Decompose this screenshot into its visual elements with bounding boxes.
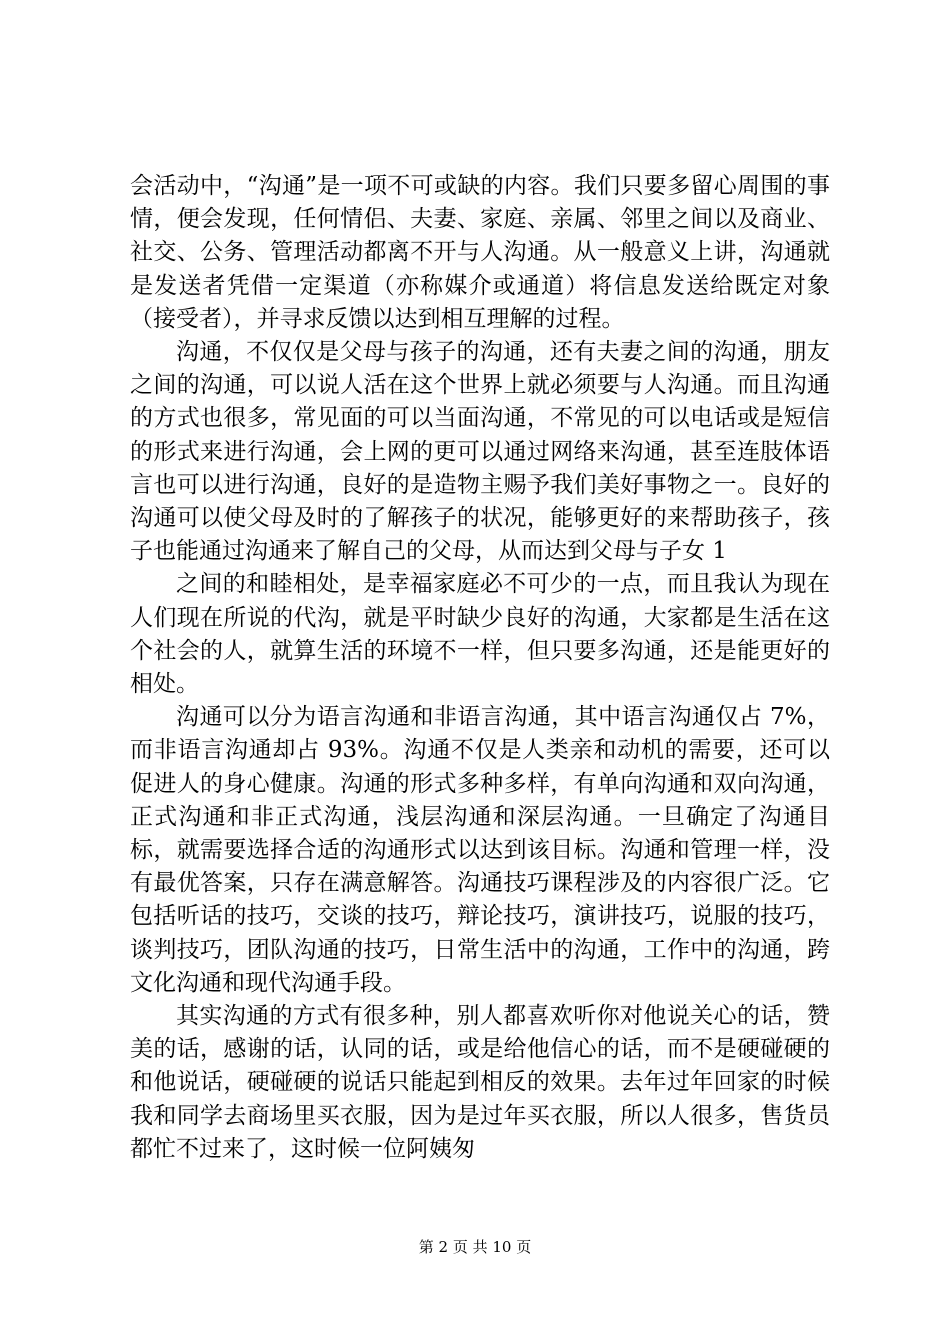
paragraph-2: 沟通，不仅仅是父母与孩子的沟通，还有夫妻之间的沟通，朋友之间的沟通，可以说人活在这个世界上就必须要与人沟通。而且沟通的方式也很多，常见面的可以当面沟通，不常见的可以电话或是短信的形式来进行沟通，会上网的更可以通过网络来沟通，甚至连肢体语言也可以进行沟通，良好的是造物主赐予我们美好事物之一。良好的沟通可以使父母及时的了解孩子的状况，能够更好的来帮助孩子，孩子也能通过沟通来了解自己的父母，从而达到父母与子女 1 xyxy=(130,339,830,565)
page-number-footer: 第 2 页 共 10 页 xyxy=(418,1238,532,1256)
paragraph-1: 会活动中，“沟通”是一项不可或缺的内容。我们只要多留心周围的事情，便会发现，任何情侣、夫妻、家庭、亲属、邻里之间以及商业、社交、公务、管理活动都离不开与人沟通。从一般意义上讲，沟通就是发送者凭借一定渠道（亦称媒介或通道）将信息发送给既定对象（接受者），并寻求反馈以达到相互理解的过程。 xyxy=(130,173,830,332)
paragraph-3: 之间的和睦相处，是幸福家庭必不可少的一点，而且我认为现在人们现在所说的代沟，就是平时缺少良好的沟通，大家都是生活在这个社会的人，就算生活的环境不一样，但只要多沟通，还是能更好的相处。 xyxy=(130,571,830,698)
paragraph-5: 其实沟通的方式有很多种，别人都喜欢听你对他说关心的话，赞美的话，感谢的话，认同的话，或是给他信心的话，而不是硬碰硬的和他说话，硬碰硬的说话只能起到相反的效果。去年过年回家的时候我和同学去商场里买衣服，因为是过年买衣服，所以人很多，售货员都忙不过来了，这时候一位阿姨匆 xyxy=(130,1003,830,1162)
document-body xyxy=(130,170,830,1166)
paragraph-4: 沟通可以分为语言沟通和非语言沟通，其中语言沟通仅占 7%，而非语言沟通却占 93%。沟通不仅是人类亲和动机的需要，还可以促进人的身心健康。沟通的形式多种多样，有单向沟通和双向沟通，正式沟通和非正式沟通，浅层沟通和深层沟通。一旦确定了沟通目标，就需要选择合适的沟通形式以达到该目标。沟通和管理一样，没有最优答案，只存在满意解答。沟通技巧课程涉及的内容很广泛。它包括听话的技巧，交谈的技巧，辩论技巧，演讲技巧，说服的技巧，谈判技巧，团队沟通的技巧，日常生活中的沟通，工作中的沟通，跨文化沟通和现代沟通手段。 xyxy=(130,704,830,996)
